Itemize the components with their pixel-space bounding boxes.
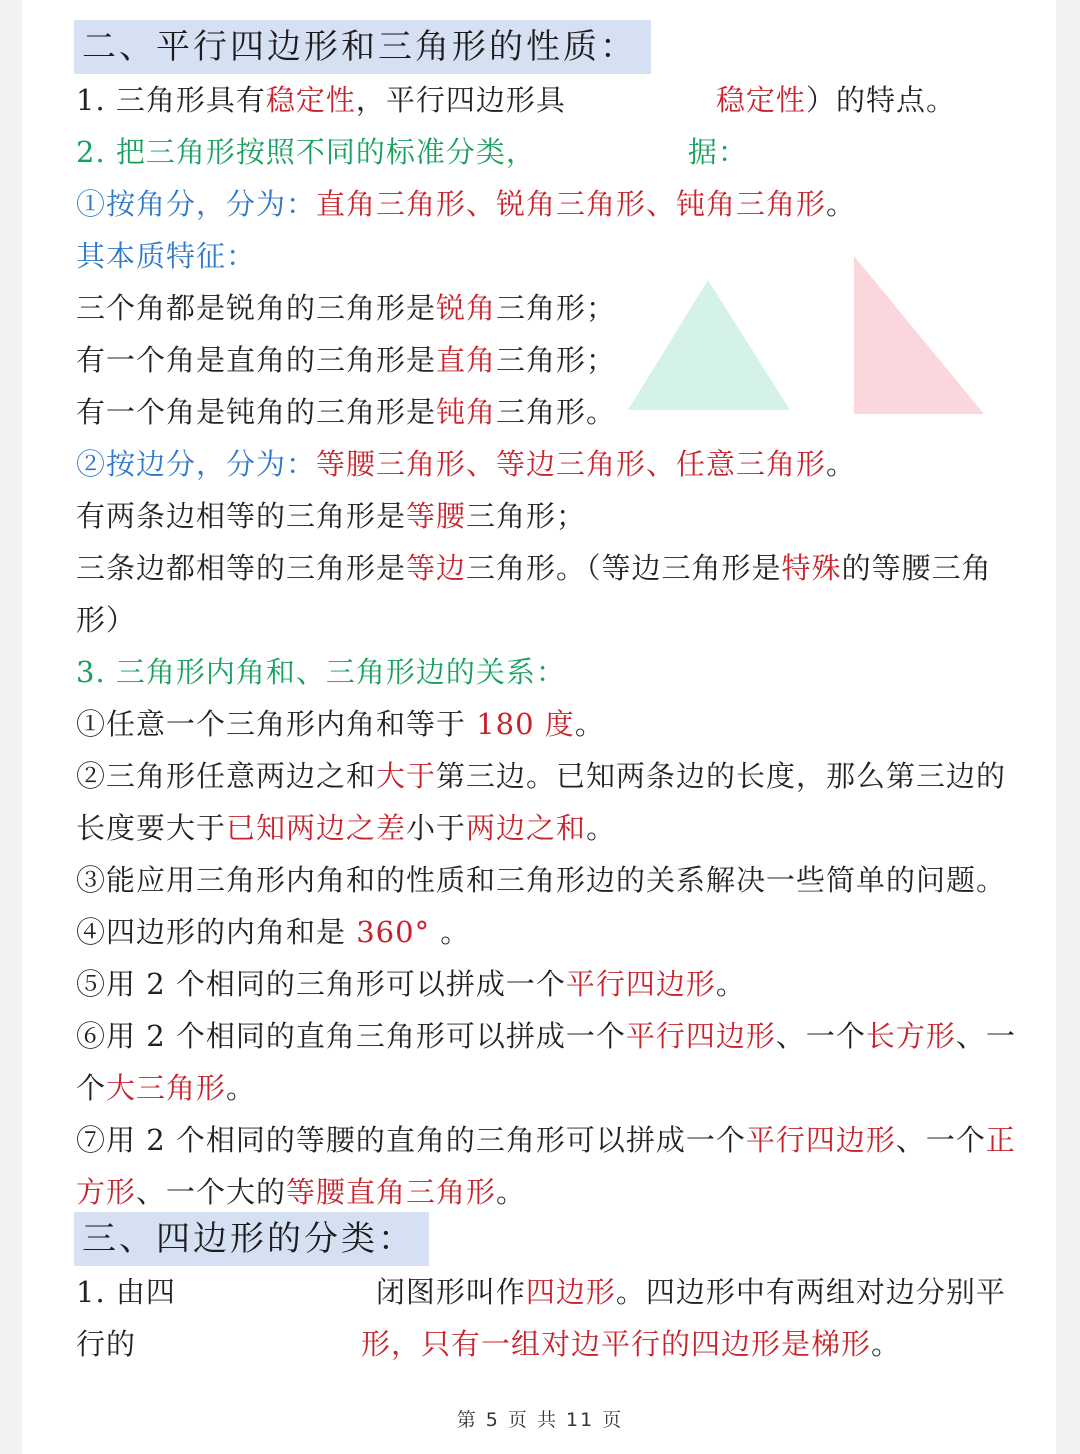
- text-line-by-side: [76, 444, 856, 484]
- text-line-right: [76, 340, 616, 380]
- acute-triangle-illustration: [620, 270, 800, 420]
- text: 三角形。（等边三角形是: [466, 551, 782, 585]
- text-line-obtuse: [76, 392, 616, 432]
- text: 三角形。: [496, 395, 617, 429]
- keyword: 直角: [436, 343, 497, 377]
- keyword: 正: [985, 1123, 1016, 1157]
- text: 闭图形叫作: [375, 1275, 526, 1309]
- keyword: 长方形: [865, 1019, 956, 1053]
- text: 1. 三角形具有: [76, 83, 266, 117]
- text-line-essence: 其本质特征：: [76, 239, 257, 273]
- keyword: 等腰: [406, 499, 467, 533]
- text: 行的: [76, 1327, 137, 1361]
- text: 。四边形中有两组对边分别平: [615, 1275, 1006, 1309]
- text-line-angle-sum: [76, 704, 605, 744]
- text: 。: [871, 1327, 902, 1361]
- text: 。: [586, 811, 617, 845]
- text-line-compose-3: [76, 1120, 1016, 1160]
- keyword: 大三角形: [106, 1071, 227, 1105]
- keyword: 等边: [406, 551, 467, 585]
- text: 、一: [955, 1019, 1016, 1053]
- text: 1. 由四: [76, 1275, 176, 1309]
- text: 形，只有一组对边平行的四边形是: [361, 1327, 812, 1361]
- keyword: 已知两边之差: [226, 811, 407, 845]
- keyword: 180 度: [476, 707, 575, 741]
- text: ②三角形任意两边之和: [76, 759, 377, 793]
- keyword: 平行四边形: [625, 1019, 776, 1053]
- text-line-compose-2-cont: [76, 1068, 256, 1108]
- text: 。: [226, 1071, 257, 1105]
- text-line-quad-definition: [76, 1272, 1006, 1312]
- label-by-angle: ①按角分，分为：: [76, 187, 317, 221]
- side-categories: 等腰三角形、等边三角形、任意三角形: [316, 447, 827, 481]
- text: 有一个角是钝角的三角形是: [76, 395, 437, 429]
- text: ④四边形的内角和是: [76, 915, 357, 949]
- text-line-side-range: [76, 808, 616, 848]
- keyword-stability: 稳定性: [265, 83, 356, 117]
- text: 有一个角是直角的三角形是: [76, 343, 437, 377]
- text: 、一个: [775, 1019, 866, 1053]
- text: ①任意一个三角形内角和等于: [76, 707, 477, 741]
- right-triangle-illustration: [848, 250, 993, 420]
- page-footer: 第 5 页 共 11 页: [456, 1409, 624, 1431]
- keyword: 大于: [376, 759, 437, 793]
- text-line-by-angle: [76, 184, 856, 224]
- text: 。: [430, 915, 471, 949]
- text: 、一个: [895, 1123, 986, 1157]
- text: 长度要大于: [76, 811, 227, 845]
- text: 三角形；: [496, 291, 617, 325]
- text-line-quad-angle-sum: [76, 912, 470, 952]
- label-by-side: ②按边分，分为：: [76, 447, 317, 481]
- keyword: 两边之和: [466, 811, 587, 845]
- text: 三角形；: [466, 499, 587, 533]
- keyword: 锐角: [436, 291, 497, 325]
- text: 三角形；: [496, 343, 617, 377]
- text-line-continuation: 形）: [76, 603, 137, 637]
- text-line-acute: [76, 288, 616, 328]
- text: 。: [826, 187, 857, 221]
- text: 。: [496, 1175, 527, 1209]
- angle-categories: 直角三角形、锐角三角形、钝角三角形: [316, 187, 827, 221]
- keyword: 特殊: [781, 551, 842, 585]
- text: 。: [715, 967, 746, 1001]
- text: 个: [76, 1071, 107, 1105]
- text: 2. 把三角形按照不同的标准分类，: [76, 135, 536, 169]
- keyword: 钝角: [436, 395, 497, 429]
- text: 的等腰三角: [841, 551, 992, 585]
- text-line-classification: [76, 132, 748, 172]
- text-line-apply: ③能应用三角形内角和的性质和三角形边的关系解决一些简单的问题。: [76, 863, 1007, 897]
- keyword: 四边形: [525, 1275, 616, 1309]
- text: ⑤用 2 个相同的三角形可以拼成一个: [76, 967, 566, 1001]
- text: ，平行四边形具: [355, 83, 566, 117]
- right-triangle-shape: [854, 256, 984, 414]
- text: ⑦用 2 个相同的等腰的直角的三角形可以拼成一个: [76, 1123, 746, 1157]
- text-line-equilateral: [76, 548, 992, 588]
- keyword: 梯形: [811, 1327, 872, 1361]
- section-heading-3: 三、四边形的分类：: [74, 1212, 429, 1266]
- text-line-compose-3-cont: [76, 1172, 526, 1212]
- text-line-compose-1: [76, 964, 746, 1004]
- text-line-angle-side-relations: 3. 三角形内角和、三角形边的关系：: [76, 655, 566, 689]
- keyword-stability-2: 稳定性: [715, 83, 806, 117]
- keyword: 360°: [356, 915, 431, 949]
- text-line-stability: [76, 80, 956, 120]
- text-line-quad-types: [76, 1324, 901, 1364]
- acute-triangle-shape: [628, 280, 790, 410]
- text: 有两条边相等的三角形是: [76, 499, 407, 533]
- keyword: 等腰直角三角形: [286, 1175, 497, 1209]
- text: ）的特点。: [805, 83, 956, 117]
- text: 三个角都是锐角的三角形是: [76, 291, 437, 325]
- keyword: 平行四边形: [745, 1123, 896, 1157]
- text: 。: [574, 707, 605, 741]
- text: 三条边都相等的三角形是: [76, 551, 407, 585]
- text: 小于: [406, 811, 467, 845]
- text: 第三边。已知两条边的长度，那么第三边的: [436, 759, 1007, 793]
- text-line-compose-2: [76, 1016, 1016, 1056]
- text: ⑥用 2 个相同的直角三角形可以拼成一个: [76, 1019, 626, 1053]
- section-heading-2: 二、平行四边形和三角形的性质：: [74, 20, 651, 74]
- text-line-isosceles: [76, 496, 586, 536]
- text: 。: [826, 447, 857, 481]
- text: 、一个大的: [136, 1175, 287, 1209]
- keyword: 方形: [76, 1175, 137, 1209]
- text-line-side-sum: [76, 756, 1006, 796]
- keyword: 平行四边形: [565, 967, 716, 1001]
- text: 据：: [687, 135, 748, 169]
